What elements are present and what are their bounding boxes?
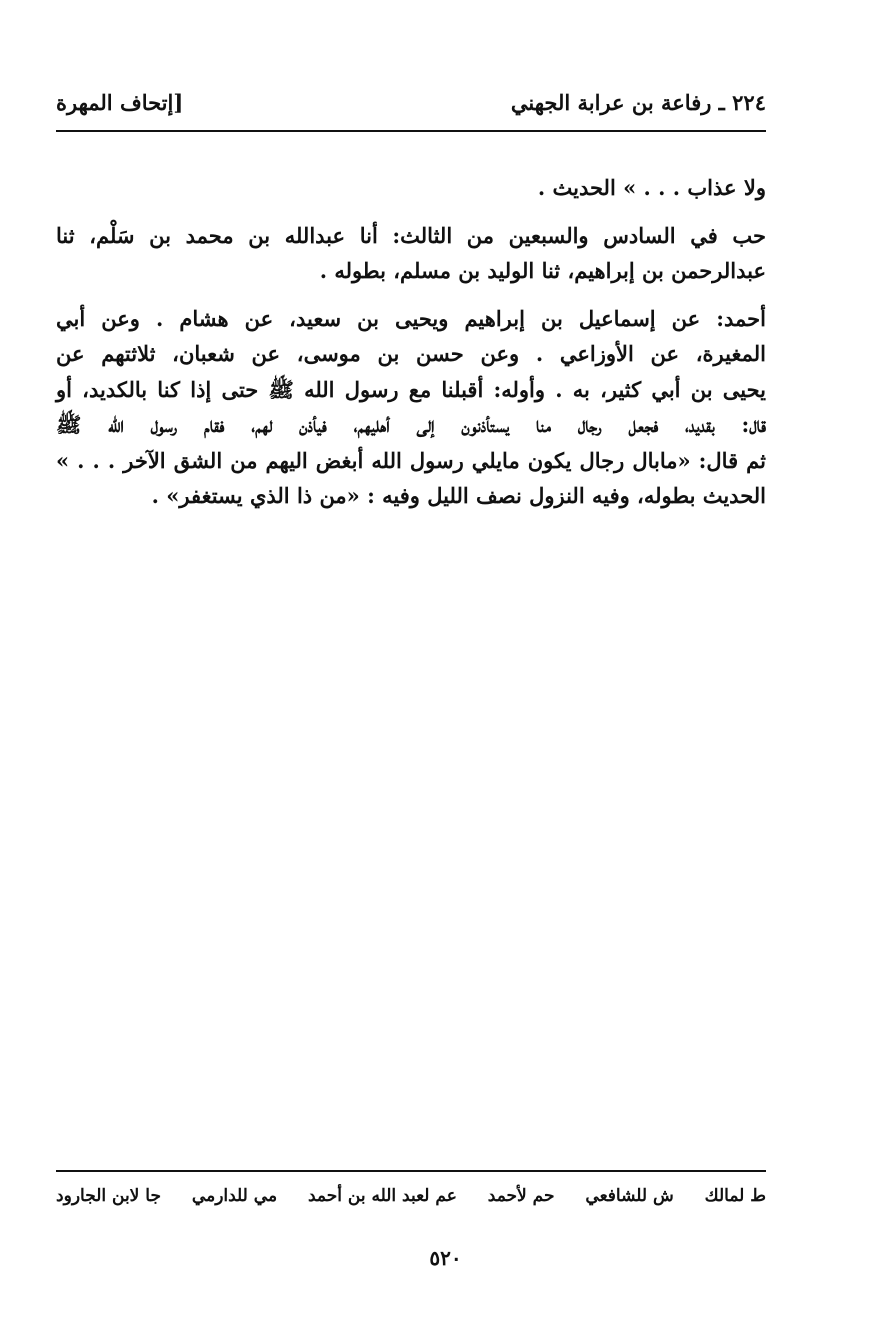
legend-item: حم لأحمد	[487, 1186, 555, 1206]
text-line: يحيى بن أبي كثير، به . وأوله: أقبلنا مع رسول الله ﷺ حتى إذا كنا بالكديد، أو	[56, 376, 766, 402]
legend-item: جا لابن الجارود	[56, 1186, 161, 1206]
paragraph-1	[56, 170, 766, 206]
text-line: ولا عذاب . . . » الحديث .	[537, 175, 766, 200]
text-line: قال: بقديد، فجعل رجال منا يستأذنون إلى أهليهم، فيأذن لهم، فقام رسول الله ﷺ	[56, 412, 766, 437]
text-line: المغيرة، عن الأوزاعي . وعن حسن بن موسى، عن شعبان، ثلاثتهم عن	[56, 341, 766, 366]
header-divider	[56, 130, 766, 132]
text-line: عبدالرحمن بن إبراهيم، ثنا الوليد بن مسلم، بطوله .	[319, 258, 766, 283]
main-text	[56, 170, 766, 526]
legend-item: عم لعبد الله بن أحمد	[307, 1186, 457, 1206]
text-line: حب في السادس والسبعين من الثالث: أنا عبدالله بن محمد بن سَلْم، ثنا	[56, 222, 766, 248]
abbreviation-legend	[56, 1186, 766, 1206]
running-title: ٢٢٤ ـ رفاعة بن عرابة الجهني	[510, 89, 766, 115]
page-header	[56, 84, 766, 120]
paragraph-2	[56, 218, 766, 289]
text-line: ثم قال: «مابال رجال يكون مايلي رسول الله أبغض اليهم من الشق الآخر . . . »	[56, 447, 766, 473]
footer-divider	[56, 1170, 766, 1172]
page-number: ٥٢٠	[429, 1246, 462, 1270]
text-line: أحمد: عن إسماعيل بن إبراهيم ويحيى بن سعيد، عن هشام . وعن أبي	[56, 305, 766, 331]
paragraph-3	[56, 301, 766, 514]
legend-item: ش للشافعي	[585, 1186, 674, 1206]
book-title: [إتحاف المهرة	[56, 89, 184, 115]
legend-item: ط لمالك	[704, 1186, 766, 1206]
text-line: الحديث بطوله، وفيه النزول نصف الليل وفيه : «من ذا الذي يستغفر» .	[151, 483, 766, 508]
legend-item: مي للدارمي	[191, 1186, 278, 1206]
